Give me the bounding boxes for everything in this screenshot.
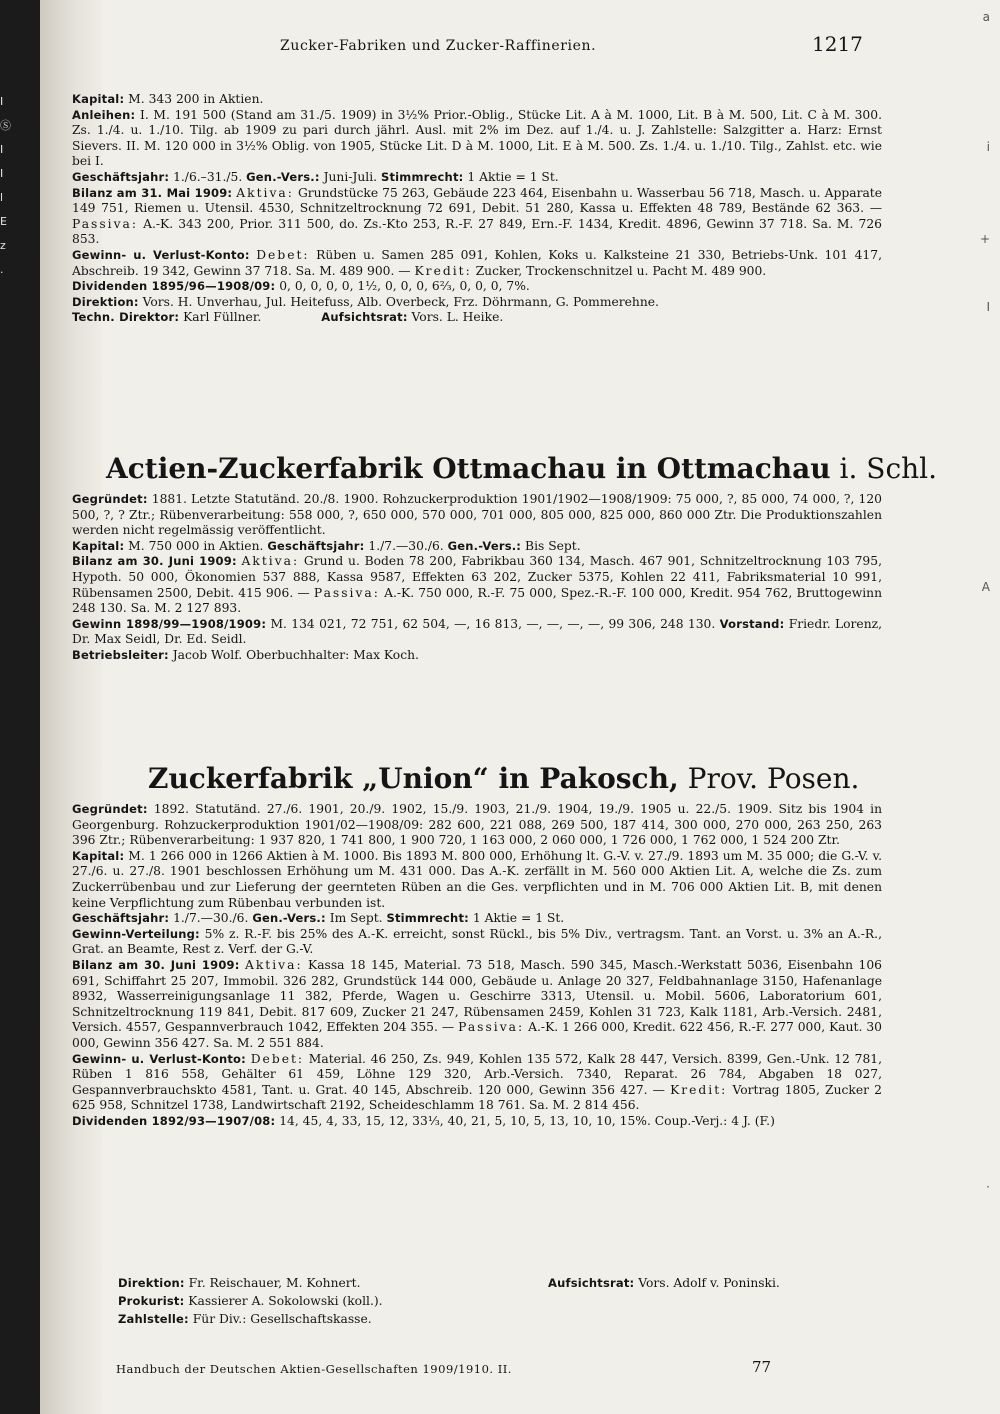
gen-vers-text: Bis Sept. bbox=[521, 538, 581, 553]
gegruendet-text: 1892. Statutänd. 27./6. 1901, 20./9. 1902, 15./9. 1903, 21./9. 1904, 19./9. 1905 u. 22./5. 1909. Sitz bis 1904 in Georgenburg. Rohzuckerproduktion 1901/02—1908/09: 282 600, 221 088, 269 500, 187 414, 300 000, 270 000, 263 250, 263 396 Ztr.; Rübenverarbeitung: 1 937 820, 1 741 800, 1 900 720, 1 163 000, 2 060 000, 1 726 000, 1 762 000, 1 524 200 Ztr. bbox=[72, 802, 882, 848]
section3-entry bbox=[72, 802, 882, 1129]
kredit-label: Kredit: bbox=[670, 1082, 728, 1097]
debet-label: Debet: bbox=[250, 1051, 305, 1066]
company-name: Zuckerfabrik „Union“ in Pakosch, bbox=[148, 762, 679, 795]
gewinn-text: M. 134 021, 72 751, 62 504, —, 16 813, —, —, —, —, 99 306, 248 130. bbox=[266, 616, 720, 631]
anleihen-text: I. M. 191 500 (Stand am 31./5. 1909) in 3½% Prior.-Oblig., Stücke Lit. A à M. 1000, Lit. B à M. 500, Lit. C à M. 300. Zs. 1./4. u. 1./10. Tilg. ab 1909 zu pari durch jährl. Ausl. mit 2% im Dez. auf 1./4. u. J. Zahlstelle: Salzgitter a. Harz: Ernst Sievers. II. M. 120 000 in 3½% Oblig. von 1905, Stücke Lit. D à M. 1000, Lit. E à M. 500. Zs. 1./4. u. 1./10. Tilg., Zahlst. etc. wie bei I. bbox=[72, 107, 882, 169]
section2-entry bbox=[72, 492, 882, 664]
kapital-label: Kapital: bbox=[72, 92, 125, 106]
gen-vers-label: Gen.-Vers.: bbox=[252, 911, 326, 926]
kredit-label: Kredit: bbox=[414, 263, 472, 278]
right-fragment: a bbox=[982, 10, 990, 24]
gewinn-verteilung-paragraph bbox=[72, 927, 882, 958]
aktiva-label: Aktiva: bbox=[236, 185, 294, 200]
company-location: Prov. Posen. bbox=[678, 762, 860, 795]
left-fragment: . bbox=[0, 263, 4, 276]
guv-label: Gewinn- u. Verlust-Konto: bbox=[72, 247, 250, 262]
right-fragment: A bbox=[981, 580, 990, 594]
dividenden-text: 14, 45, 4, 33, 15, 12, 33⅓, 40, 21, 5, 10, 5, 13, 10, 10, 15%. Coup.-Verj.: 4 J. (F.) bbox=[275, 1113, 775, 1128]
vorstand-text: Friedr. Lorenz, Dr. Max Seidl, Dr. Ed. Seidl. bbox=[72, 616, 882, 647]
gen-vers-text: Juni-Juli. bbox=[319, 169, 381, 184]
dividenden-paragraph bbox=[72, 279, 882, 295]
bilanz-paragraph bbox=[72, 958, 882, 1052]
bilanz-aktiva-text: Grundstücke 75 263, Gebäude 223 464, Eisenbahn u. Wasserbau 56 718, Masch. u. Apparate 149 751, Riemen u. Utensil. 4530, Schnitzeltrocknung 72 691, Debit. 51 280, Kassa u. Effekten 48 789, Bestände 62 363. — bbox=[72, 185, 882, 216]
direktion-line bbox=[118, 1276, 361, 1292]
gen-vers-label: Gen.-Vers.: bbox=[447, 538, 522, 553]
techn-direktor-label: Techn. Direktor: bbox=[72, 310, 180, 325]
guv-paragraph bbox=[72, 1052, 882, 1114]
gewinn-label: Gewinn 1898/99—1908/1909: bbox=[72, 616, 267, 631]
bilanz-passiva-text: A.-K. 750 000, R.-F. 75 000, Spez.-R.-F. 100 000, Kredit. 954 762, Bruttogewinn 248 130. Sa. M. 2 127 893. bbox=[72, 585, 883, 616]
gegruendet-paragraph bbox=[72, 802, 882, 849]
kapital-label: Kapital: bbox=[72, 538, 125, 553]
running-head: Zucker-Fabriken und Zucker-Raffinerien. bbox=[280, 38, 597, 54]
bilanz-aktiva-text: Grund u. Boden 78 200, Fabrikbau 360 134, Masch. 467 901, Schnitzeltrocknung 103 795, Hypoth. 50 000, Ökonomien 537 888, Kassa 9587, Effekten 63 202, Zucker 5375, Kohlen 22 411, Fabriksmaterial 10 991, Rübensamen 2500, Debit. 415 906. — bbox=[72, 554, 882, 600]
gewinn-paragraph bbox=[72, 617, 882, 648]
gegruendet-label: Gegründet: bbox=[72, 802, 148, 816]
guv-debet-text: Material. 46 250, Zs. 949, Kohlen 135 572, Kalk 28 447, Versich. 8399, Gen.-Unk. 12 781, Rüben 1 816 558, Gehälter 61 459, Löhne 129 320, Arb.-Versich. 7340, Reparat. 26 784, Abgaben 18 027, Gespannverbrauchskto 4581, Tant. u. Grat. 40 145, Abschreib. 120 000, Gewinn 356 427. — bbox=[72, 1051, 882, 1097]
gegruendet-text: 1881. Letzte Statutänd. 20./8. 1900. Rohzuckerproduktion 1901/1902—1908/1909: 75 000, ?, 85 000, 74 000, ?, 120 500, ?, ? Ztr.; Rübenverarbeitung: 558 000, ?, 650 000, 570 000, 701 000, 805 000, 825 000, 860 000 Ztr. Die Produktionszahlen werden nicht regelmässig veröffentlicht. bbox=[72, 492, 882, 538]
dividenden-paragraph bbox=[72, 1114, 882, 1130]
bilanz-label: Bilanz am 31. Mai 1909: bbox=[72, 185, 233, 200]
zahlstelle-line bbox=[118, 1312, 372, 1328]
company-location: i. Schl. bbox=[830, 452, 938, 485]
betriebsleiter-paragraph bbox=[72, 648, 882, 664]
passiva-label: Passiva: bbox=[458, 1020, 525, 1035]
aufsichtsrat-text: Vors. L. Heike. bbox=[407, 310, 504, 325]
gewinn-verteilung-text: 5% z. R.-F. bis 25% des A.-K. erreicht, sonst Rückl., bis 5% Div., vertragsm. Tant. an Vorst. u. 3% an A.-R., Grat. an Beamte, Rest z. Verf. der G.-V. bbox=[72, 926, 882, 957]
anleihen-label: Anleihen: bbox=[72, 107, 136, 122]
right-fragment: i bbox=[986, 140, 990, 154]
techn-direktor-text: Karl Füllner. bbox=[179, 310, 262, 325]
gegruendet-paragraph bbox=[72, 492, 882, 539]
section1-entry bbox=[72, 92, 882, 326]
kapital-text: M. 343 200 in Aktien. bbox=[124, 92, 264, 106]
geschaeftsjahr-label: Geschäftsjahr: bbox=[267, 538, 365, 553]
betriebsleiter-label: Betriebsleiter: bbox=[72, 647, 169, 662]
geschaeftsjahr-label: Geschäftsjahr: bbox=[72, 169, 170, 184]
geschaeftsjahr-text: 1./6.–31./5. bbox=[169, 169, 247, 184]
geschaeftsjahr-paragraph bbox=[72, 911, 882, 927]
left-fragment: I bbox=[0, 95, 4, 108]
company-title-union bbox=[148, 762, 859, 795]
geschaeftsjahr-paragraph bbox=[72, 170, 882, 186]
stimmrecht-label: Stimmrecht: bbox=[380, 169, 464, 184]
left-fragment: I bbox=[0, 167, 4, 180]
anleihen-paragraph bbox=[72, 108, 882, 170]
company-title-ottmachau bbox=[106, 452, 937, 485]
gen-vers-text: Im Sept. bbox=[325, 911, 387, 926]
guv-debet-text: Rüben u. Samen 285 091, Kohlen, Koks u. Kalksteine 21 330, Betriebs-Unk. 101 417, Abschreib. 19 342, Gewinn 37 718. Sa. M. 489 900. — bbox=[72, 247, 882, 278]
direktion-paragraph bbox=[72, 295, 882, 311]
direktion-label: Direktion: bbox=[118, 1276, 185, 1290]
aufsichtsrat-label: Aufsichtsrat: bbox=[548, 1276, 635, 1290]
aktiva-label: Aktiva: bbox=[241, 554, 300, 569]
guv-label: Gewinn- u. Verlust-Konto: bbox=[72, 1051, 246, 1066]
bilanz-paragraph bbox=[72, 554, 882, 616]
direktion-text: Vors. H. Unverhau, Jul. Heitefuss, Alb. Overbeck, Frz. Döhrmann, G. Pommerehne. bbox=[138, 294, 659, 309]
stimmrecht-text: 1 Aktie = 1 St. bbox=[468, 911, 565, 926]
aufsichtsrat-line bbox=[548, 1276, 780, 1292]
bilanz-aktiva-text: Kassa 18 145, Material. 73 518, Masch. 590 345, Masch.-Werkstatt 5036, Eisenbahn 106 691, Schiffahrt 25 207, Immobil. 326 282, Grundstück 144 000, Gebäude u. Anlage 20 327, Feldbahnanlage 3150, Hafenanlage 8932, Wasserreinigungsanlage 11 382, Pferde, Wagen u. Geschirre 3313, Utensil. u. Mobil. 5606, Laboratorium 601, Schnitzeltrocknung 119 841, Debit. 817 609, Zucker 21 247, Rübensamen 2459, Kohlen 31 723, Kalk 1181, Arb.-Versich. 2481, Versich. 4557, Gespannverbrauch 1042, Effekten 204 355. — bbox=[72, 957, 882, 1035]
right-margin-fragments bbox=[970, 0, 1000, 1414]
gegruendet-label: Gegründet: bbox=[72, 492, 148, 506]
passiva-label: Passiva: bbox=[313, 585, 380, 600]
kapital-paragraph bbox=[72, 849, 882, 911]
left-fragment: E bbox=[0, 215, 7, 228]
kapital-label: Kapital: bbox=[72, 848, 125, 863]
passiva-label: Passiva: bbox=[72, 216, 139, 231]
right-fragment: I bbox=[986, 300, 990, 314]
left-margin-fragments bbox=[0, 90, 12, 282]
stimmrecht-text: 1 Aktie = 1 St. bbox=[463, 169, 559, 184]
zahlstelle-label: Zahlstelle: bbox=[118, 1312, 189, 1326]
stimmrecht-label: Stimmrecht: bbox=[386, 911, 469, 926]
left-fragment: z bbox=[0, 239, 6, 252]
aktiva-label: Aktiva: bbox=[244, 957, 303, 972]
dividenden-text: 0, 0, 0, 0, 0, 1½, 0, 0, 0, 6⅔, 0, 0, 0, 7%. bbox=[275, 279, 530, 294]
techn-direktor-paragraph bbox=[72, 310, 882, 326]
right-fragment: + bbox=[979, 232, 990, 246]
guv-kredit-text: Vortrag 1805, Zucker 2 625 958, Schnitzel 1738, Landwirtschaft 2192, Scheideschlamm 18 761. Sa. M. 2 814 456. bbox=[72, 1082, 882, 1113]
prokurist-label: Prokurist: bbox=[118, 1294, 185, 1308]
guv-kredit-text: Zucker, Trockenschnitzel u. Pacht M. 489 900. bbox=[471, 263, 767, 278]
bilanz-label: Bilanz am 30. Juni 1909: bbox=[72, 554, 237, 569]
bilanz-label: Bilanz am 30. Juni 1909: bbox=[72, 957, 240, 972]
gen-vers-label: Gen.-Vers.: bbox=[246, 169, 320, 184]
guv-paragraph bbox=[72, 248, 882, 279]
betriebsleiter-text: Jacob Wolf. Oberbuchhalter: Max Koch. bbox=[168, 647, 419, 662]
right-fragment: · bbox=[986, 1180, 990, 1194]
company-name: Actien-Zuckerfabrik Ottmachau in Ottmachau bbox=[106, 452, 831, 485]
left-fragment: I bbox=[0, 143, 4, 156]
footer-source: Handbuch der Deutschen Aktien-Gesellschaften 1909/1910. II. bbox=[116, 1362, 512, 1376]
vorstand-label: Vorstand: bbox=[719, 616, 785, 631]
gewinn-verteilung-label: Gewinn-Verteilung: bbox=[72, 926, 200, 941]
zahlstelle-text: Für Div.: Gesellschaftskasse. bbox=[188, 1312, 372, 1326]
direktion-label: Direktion: bbox=[72, 294, 139, 309]
prokurist-text: Kassierer A. Sokolowski (koll.). bbox=[184, 1294, 383, 1308]
kapital-paragraph bbox=[72, 539, 882, 555]
left-fragment: l bbox=[0, 191, 4, 204]
geschaeftsjahr-label: Geschäftsjahr: bbox=[72, 911, 170, 926]
geschaeftsjahr-text: 1./7.—30./6. bbox=[169, 911, 253, 926]
prokurist-line bbox=[118, 1294, 383, 1310]
debet-label: Debet: bbox=[256, 247, 310, 262]
dividenden-label: Dividenden 1892/93—1907/08: bbox=[72, 1113, 276, 1128]
aufsichtsrat-text: Vors. Adolf v. Poninski. bbox=[634, 1276, 780, 1290]
page-number: 1217 bbox=[812, 32, 863, 56]
dividenden-label: Dividenden 1895/96—1908/09: bbox=[72, 279, 276, 294]
aufsichtsrat-label: Aufsichtsrat: bbox=[321, 310, 408, 325]
kapital-text: M. 750 000 in Aktien. bbox=[124, 538, 268, 553]
footer-sheet-number: 77 bbox=[752, 1358, 772, 1376]
geschaeftsjahr-text: 1./7.—30./6. bbox=[364, 538, 448, 553]
bilanz-passiva-text: A.-K. 1 266 000, Kredit. 622 456, R.-F. 277 000, Kaut. 30 000, Gewinn 356 427. Sa. M. 2 551 884. bbox=[72, 1020, 882, 1050]
bilanz-passiva-text: A.-K. 343 200, Prior. 311 500, do. Zs.-Kto 253, R.-F. 27 849, Ern.-F. 1434, Kredit. 4896, Gewinn 37 718. Sa. M. 726 853. bbox=[72, 216, 882, 247]
bilanz-paragraph bbox=[72, 186, 882, 248]
left-fragment: Ⓢ bbox=[0, 119, 11, 132]
kapital-paragraph bbox=[72, 92, 882, 108]
kapital-text: M. 1 266 000 in 1266 Aktien à M. 1000. Bis 1893 M. 800 000, Erhöhung lt. G.-V. v. 27./9. 1893 um M. 35 000; die G.-V. v. 27./6. u. 27./8. 1901 beschlossen Erhöhung um M. 431 000. Das A.-K. zerfällt in M. 560 000 Aktien Lit. A, welche die Zs. zum Zuckerrübenbau und zur Lieferung der geernteten Rüben an die Ges. verpflichten und in M. 706 000 Aktien Lit. B, mit denen keine Verpflichtung zum Rübenbau verbunden ist. bbox=[72, 848, 882, 910]
direktion-text: Fr. Reischauer, M. Kohnert. bbox=[184, 1276, 361, 1290]
